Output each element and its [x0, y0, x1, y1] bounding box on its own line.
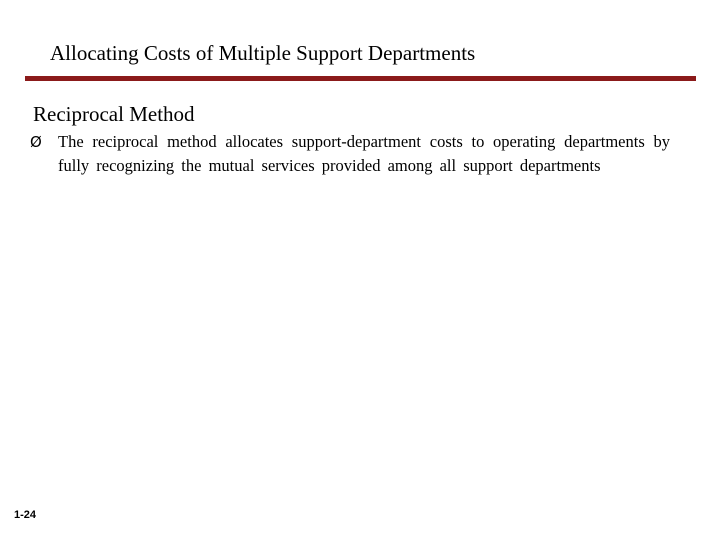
bullet-text: The reciprocal method allocates support-department costs to operating departments by fully recognizing the mutual services provided among all support departments: [58, 132, 670, 175]
bullet-list: [30, 130, 670, 178]
title-divider: [25, 76, 696, 81]
arrow-bullet-icon: Ø: [30, 133, 42, 151]
bullet-item: [30, 130, 670, 178]
slide-title: Allocating Costs of Multiple Support Departments: [50, 41, 476, 65]
slide-number: 1-24: [14, 509, 37, 521]
section-heading: Reciprocal Method: [33, 102, 195, 126]
